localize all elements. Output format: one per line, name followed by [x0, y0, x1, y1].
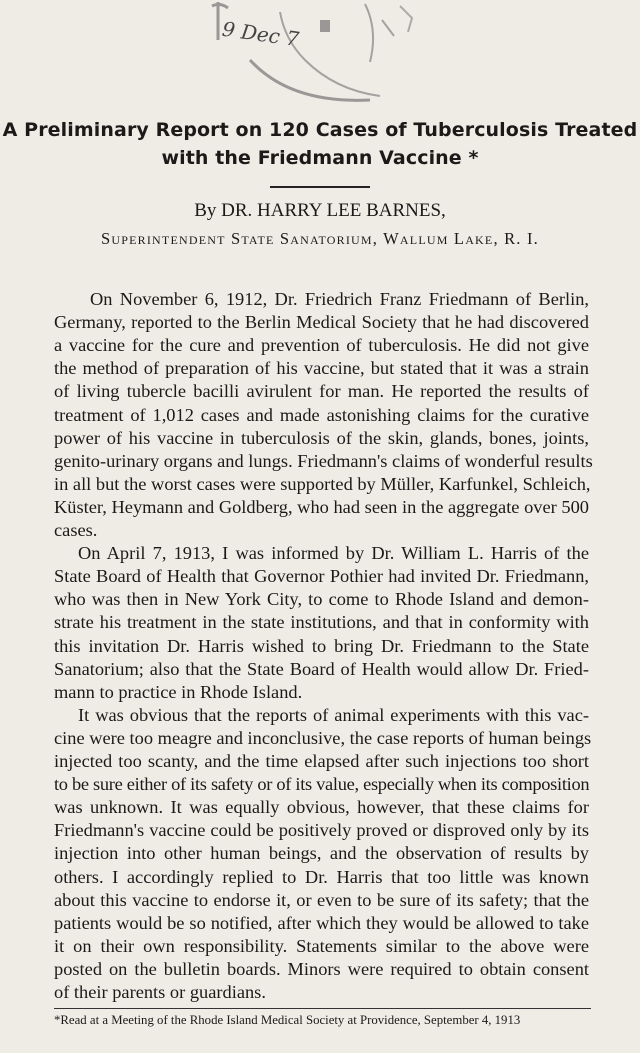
body-line: genito-urinary organs and lungs. Friedmann's claims of wonderful results	[54, 450, 593, 471]
body-line: power of his vaccine in tuberculosis of the skin, glands, bones, joints,	[54, 427, 589, 448]
body-line: State Board of Health that Governor Pothier had invited Dr. Friedmann,	[54, 566, 589, 587]
body-line: Küster, Heymann and Goldberg, who had seen in the aggregate over 500	[54, 496, 589, 517]
body-line: cases.	[54, 520, 98, 540]
body-line: who was then in New York City, to come to Rhode Island and demon-	[54, 589, 589, 610]
body-line: it on their own responsibility. Statements similar to the above were	[54, 935, 589, 956]
title-divider	[270, 186, 370, 188]
stamp-date: 9 Dec 7	[220, 16, 301, 52]
body-line: cine were too meagre and inconclusive, the case reports of human beings	[54, 727, 592, 748]
body-line: It was obvious that the reports of animal experiments with this vac-	[78, 704, 589, 725]
body-line: On November 6, 1912, Dr. Friedrich Franz Friedmann of Berlin,	[90, 289, 589, 309]
body-line: injected too scanty, and the time elapsed after such injections too short	[54, 751, 589, 771]
body-line: a vaccine for the cure and prevention of tuberculosis. He did not give	[54, 335, 589, 356]
title-line-1: A Preliminary Report on 120 Cases of Tuberculosis Treated	[2, 119, 638, 141]
body-line: strate his treatment in the state institutions, and that in conformity with	[54, 612, 589, 633]
body-line: treatment of 1,012 cases and made astonishing claims for the curative	[54, 404, 589, 425]
author-byline: By DR. HARRY LEE BARNES,	[194, 200, 446, 221]
body-line: mann to practice in Rhode Island.	[54, 681, 303, 702]
author-affiliation: Superintendent State Sanatorium, Wallum Lake, R. I.	[101, 229, 539, 248]
body-line: of their parents or guardians.	[54, 982, 266, 1002]
body-line: Sanatorium; also that the State Board of Health would allow Dr. Fried-	[54, 658, 589, 679]
body-line: injection into other human beings, and the observation of results by	[54, 843, 589, 864]
footnote: *Read at a Meeting of the Rhode Island Medical Society at Providence, September 4, 1913	[54, 1013, 521, 1027]
body-line: the method of preparation of his vaccine, but stated that it was a strain	[54, 358, 589, 379]
body-line: Germany, reported to the Berlin Medical Society that he had discovered	[54, 312, 589, 333]
body-line: about this vaccine to endorse it, or even to be sure of its safety; that the	[54, 889, 589, 910]
body-line: On April 7, 1913, I was informed by Dr. William L. Harris of the	[78, 543, 589, 564]
body-line: to be sure either of its safety or of its value, especially when its composition	[54, 774, 590, 795]
body-line: in all but the worst cases were supported by Müller, Karfunkel, Schleich,	[54, 473, 591, 494]
body-line: patients would be so notified, after which they would be allowed to take	[54, 912, 589, 933]
footnote-divider	[54, 1008, 591, 1009]
body-line: this invitation Dr. Harris wished to bring Dr. Friedmann to the State	[54, 635, 589, 656]
body-line: posted on the bulletin boards. Minors were required to obtain consent	[54, 958, 589, 979]
body-line: was unknown. It was equally obvious, however, that these claims for	[54, 797, 589, 818]
body-line: others. I accordingly replied to Dr. Harris that too little was known	[54, 866, 589, 887]
library-stamp	[160, 0, 460, 118]
title-line-2: with the Friedmann Vaccine *	[161, 147, 479, 169]
body-line: of living tubercle bacilli avirulent for man. He reported the results of	[54, 381, 589, 402]
body-line: Friedmann's vaccine could be positively proved or disproved only by its	[54, 820, 589, 841]
